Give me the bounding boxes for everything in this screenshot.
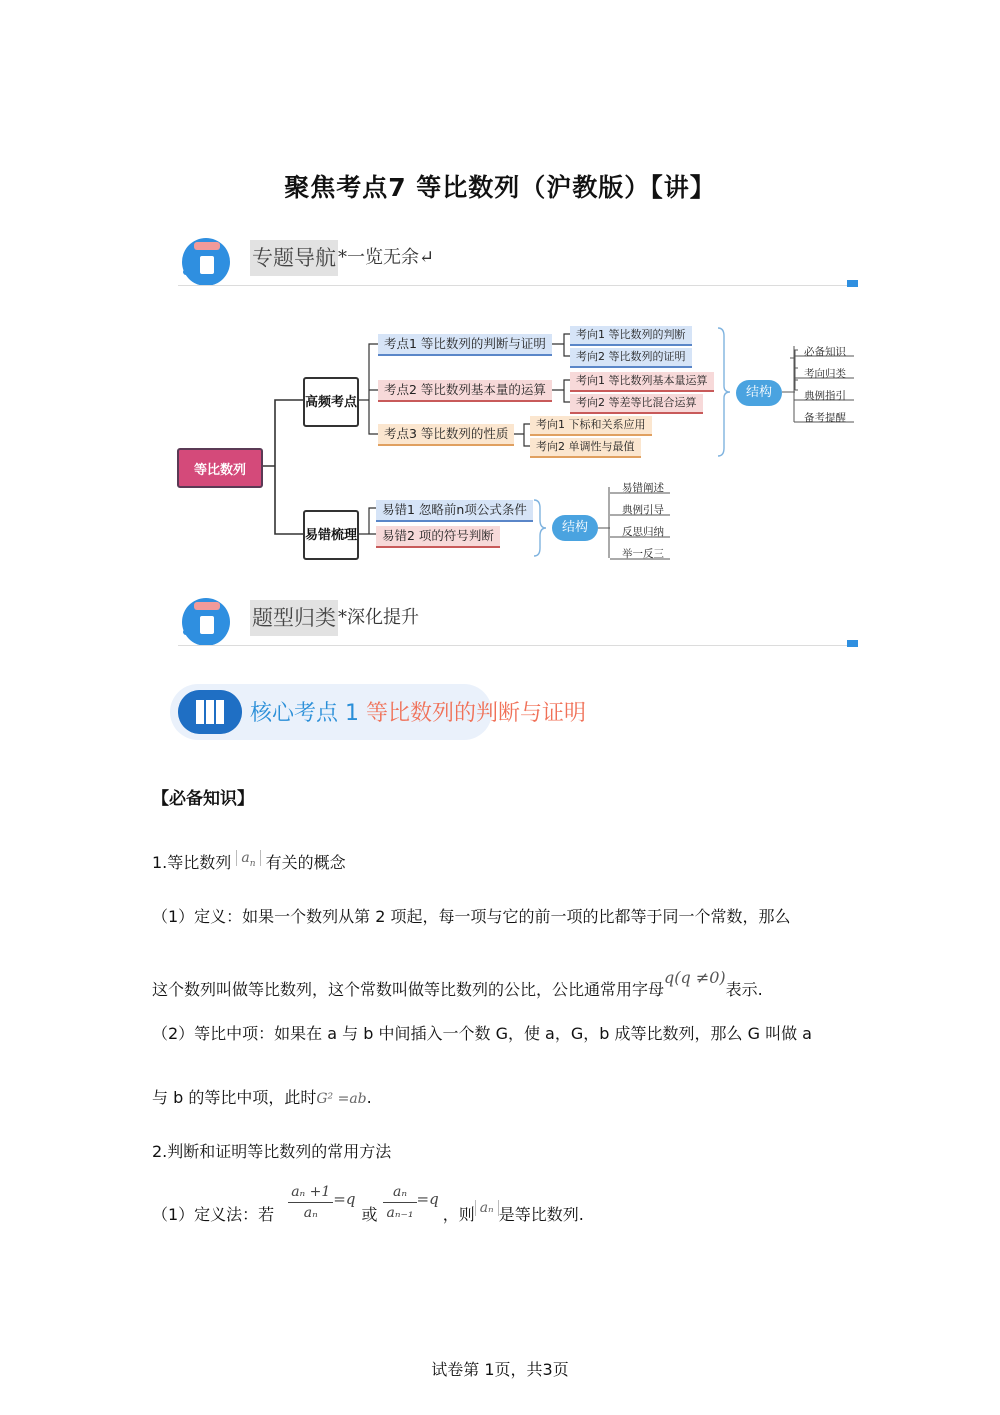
paragraph-methods-heading: 2.判断和证明等比数列的常用方法 — [152, 1142, 392, 1161]
paragraph-definition-method: （1）定义法：若 $\frac{\text{aₙ +1}}{\text{aₙ}}$ =q 或 $\frac{\text{aₙ}}{\text{aₙ₋₁}}$ =q ，则 aₙ 是等比数列. — [152, 1183, 584, 1224]
structure2-item-3: 反思归纳 — [622, 526, 664, 538]
book-mascot-icon — [176, 232, 234, 288]
structure-pill-1: 结构 — [736, 380, 782, 406]
kaodian-1-node: 考点1 等比数列的判断与证明 — [378, 334, 552, 356]
error-2-node: 易错2 项的符号判断 — [376, 526, 500, 548]
sequence-an-symbol: aₙ — [475, 1200, 499, 1216]
root-node: 等比数列 — [177, 448, 263, 488]
knowledge-heading: 【必备知识】 — [152, 789, 254, 809]
structure-pill-2: 结构 — [552, 515, 598, 541]
structure1-item-4: 备考提醒 — [804, 412, 846, 424]
kaoxiang-1-1-node: 考向1 等比数列的判断 — [570, 326, 692, 346]
structure1-item-3: 典例指引 — [804, 390, 846, 402]
paragraph-geometric-mean: （2）等比中项：如果在 a 与 b 中间插入一个数 G，使 a，G，b 成等比数列，那么 G 叫做 a — [152, 1024, 812, 1043]
structure1-item-1: 必备知识 — [804, 346, 846, 358]
kaoxiang-3-2-node: 考向2 单调性与最值 — [530, 438, 641, 458]
core-point-label: 核心考点 1 — [250, 701, 366, 726]
section-divider — [178, 645, 858, 646]
book-mascot-icon — [176, 592, 234, 648]
kaodian-3-node: 考点3 等比数列的性质 — [378, 424, 514, 446]
section-marker — [847, 640, 858, 647]
section-header-question-types — [172, 588, 862, 658]
structure1-item-2: 考向归类 — [804, 368, 846, 380]
kaodian-2-node: 考点2 等比数列基本量的运算 — [378, 380, 552, 402]
mean-expression: G² =ab — [316, 1091, 367, 1107]
section-divider — [178, 285, 858, 286]
structure2-item-4: 举一反三 — [622, 548, 664, 560]
paragraph-definition-cont: 这个数列叫做等比数列，这个常数叫做等比数列的公比，公比通常用字母q(q ≠0)表示. — [152, 968, 763, 999]
sequence-an-symbol: $a_n$ — [236, 850, 260, 866]
core-point-banner — [170, 684, 586, 740]
mind-map — [172, 322, 862, 567]
error-node: 易错梳理 — [303, 510, 359, 560]
fraction-1: $\frac{\text{aₙ +1}}{\text{aₙ}}$ — [288, 1184, 333, 1221]
page-title: 聚焦考点7 等比数列（沪教版）【讲】 — [284, 173, 716, 202]
structure2-item-1: 易错阐述 — [622, 482, 664, 494]
section-title: 专题导航 — [250, 240, 338, 276]
books-icon — [178, 690, 242, 734]
high-frequency-node: 高频考点 — [303, 377, 359, 427]
section-subtitle: *深化提升 — [338, 607, 419, 628]
paragraph-definition: （1）定义：如果一个数列从第 2 项起，每一项与它的前一项的比都等于同一个常数，那么 — [152, 907, 791, 926]
core-point-topic: 等比数列的判断与证明 — [365, 701, 586, 726]
mind-map-connectors — [172, 322, 862, 567]
section-header-topic-nav — [172, 228, 862, 298]
ratio-expression: q(q ≠0) — [664, 968, 726, 987]
paragraph-1: 1.等比数列 $a_n$ 有关的概念 — [152, 850, 346, 872]
kaoxiang-2-1-node: 考向1 等比数列基本量运算 — [570, 372, 714, 392]
section-subtitle: *一览无余↵ — [338, 247, 435, 268]
kaoxiang-3-1-node: 考向1 下标和关系应用 — [530, 416, 652, 436]
section-title: 题型归类 — [250, 600, 338, 636]
page-footer: 试卷第 1页，共3页 — [431, 1360, 569, 1379]
error-1-node: 易错1 忽略前n项公式条件 — [376, 500, 533, 522]
section-marker — [847, 280, 858, 287]
fraction-2: $\frac{\text{aₙ}}{\text{aₙ₋₁}}$ — [383, 1184, 416, 1221]
paragraph-geometric-mean-cont: 与 b 的等比中项，此时G² =ab. — [152, 1088, 372, 1107]
kaoxiang-1-2-node: 考向2 等比数列的证明 — [570, 348, 692, 368]
structure2-item-2: 典例引导 — [622, 504, 664, 516]
kaoxiang-2-2-node: 考向2 等差等比混合运算 — [570, 394, 703, 414]
